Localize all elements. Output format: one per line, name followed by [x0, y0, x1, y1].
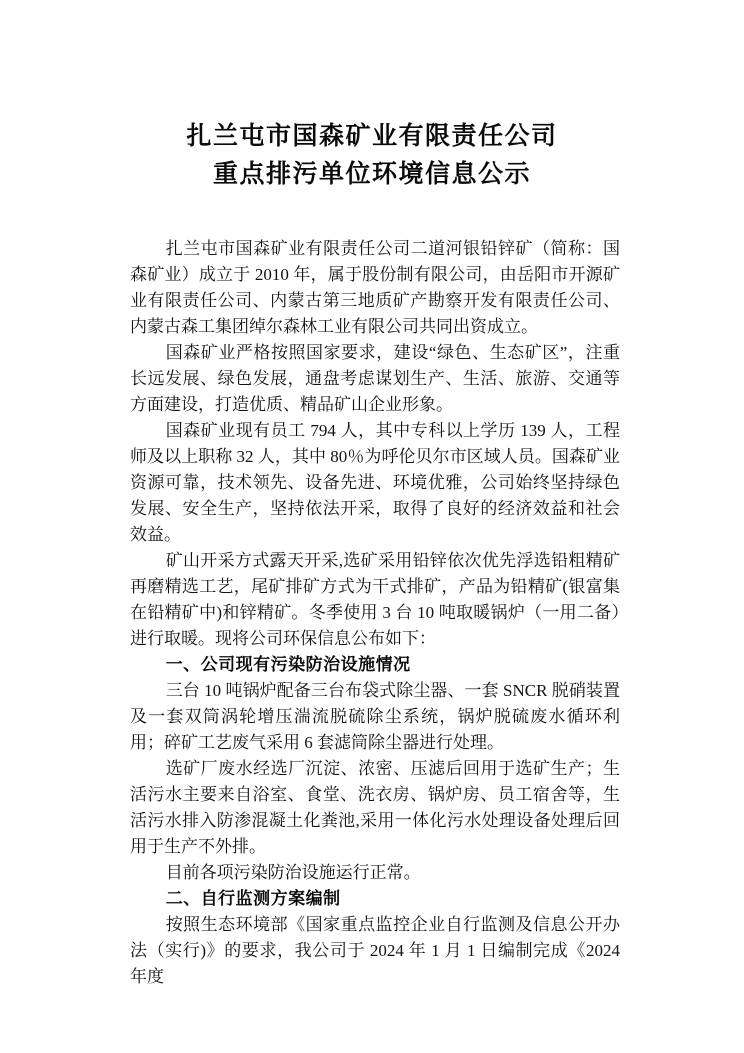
paragraph-boiler-treatment: 三台 10 吨锅炉配备三台布袋式除尘器、一套 SNCR 脱硝装置及一套双筒涡轮增压湍流脱硫除尘系统，锅炉脱硫废水循环利用；碎矿工艺废气采用 6 套滤筒除尘器进行处理。	[130, 681, 620, 752]
document-title	[127, 118, 617, 194]
paragraph-self-monitoring: 按照生态环境部《国家重点监控企业自行监测及信息公开办法（实行)》的要求，我公司于 2024 年 1 月 1 日编制完成《2024 年度	[130, 915, 620, 986]
document-title-line-2: 重点排污单位环境信息公示	[212, 161, 531, 188]
paragraph-company-intro: 扎兰屯市国森矿业有限责任公司二道河银铅锌矿（简称：国森矿业）成立于 2010 年，属于股份制有限公司，由岳阳市开源矿业有限责任公司、内蒙古第三地质矿产勘察开发有限责任公司、内蒙古森工集团绰尔森林工业有限公司共同出资成立。	[130, 239, 620, 336]
paragraph-green-mine: 国森矿业严格按照国家要求，建设“绿色、生态矿区”，注重长远发展、绿色发展，通盘考虑谋划生产、生活、旅游、交通等方面建设，打造优质、精品矿山企业形象。	[130, 343, 620, 414]
section-heading-2: 二、自行监测方案编制	[165, 889, 341, 908]
section-heading-1: 一、公司现有污染防治设施情况	[165, 655, 411, 674]
document-title-line-1: 扎兰屯市国森矿业有限责任公司	[186, 123, 558, 150]
paragraph-facilities-status: 目前各项污染防治设施运行正常。	[165, 863, 421, 882]
paragraph-wastewater: 选矿厂废水经选厂沉淀、浓密、压滤后回用于选矿生产；生活污水主要来自浴室、食堂、洗衣房、锅炉房、员工宿舍等，生活污水排入防渗混凝土化粪池,采用一体化污水处理设备处理后回用于生产不外排。	[130, 759, 620, 856]
paragraph-mining-method: 矿山开采方式露天开采,选矿采用铅锌依次优先浮选铅粗精矿再磨精选工艺，尾矿排矿方式为干式排矿，产品为铅精矿(银富集在铅精矿中)和锌精矿。冬季使用 3 台 10 吨取暖锅炉（一用二备）进行取暖。现将公司环保信息公布如下：	[130, 551, 620, 648]
paragraph-staff: 国森矿业现有员工 794 人，其中专科以上学历 139 人，工程师及以上职称 32 人，其中 80％为呼伦贝尔市区域人员。国森矿业资源可靠，技术领先、设备先进、环境优雅，公司始终坚持绿色发展、安全生产，坚持依法开采，取得了良好的经济效益和社会效益。	[130, 421, 620, 544]
document-body	[130, 236, 620, 990]
